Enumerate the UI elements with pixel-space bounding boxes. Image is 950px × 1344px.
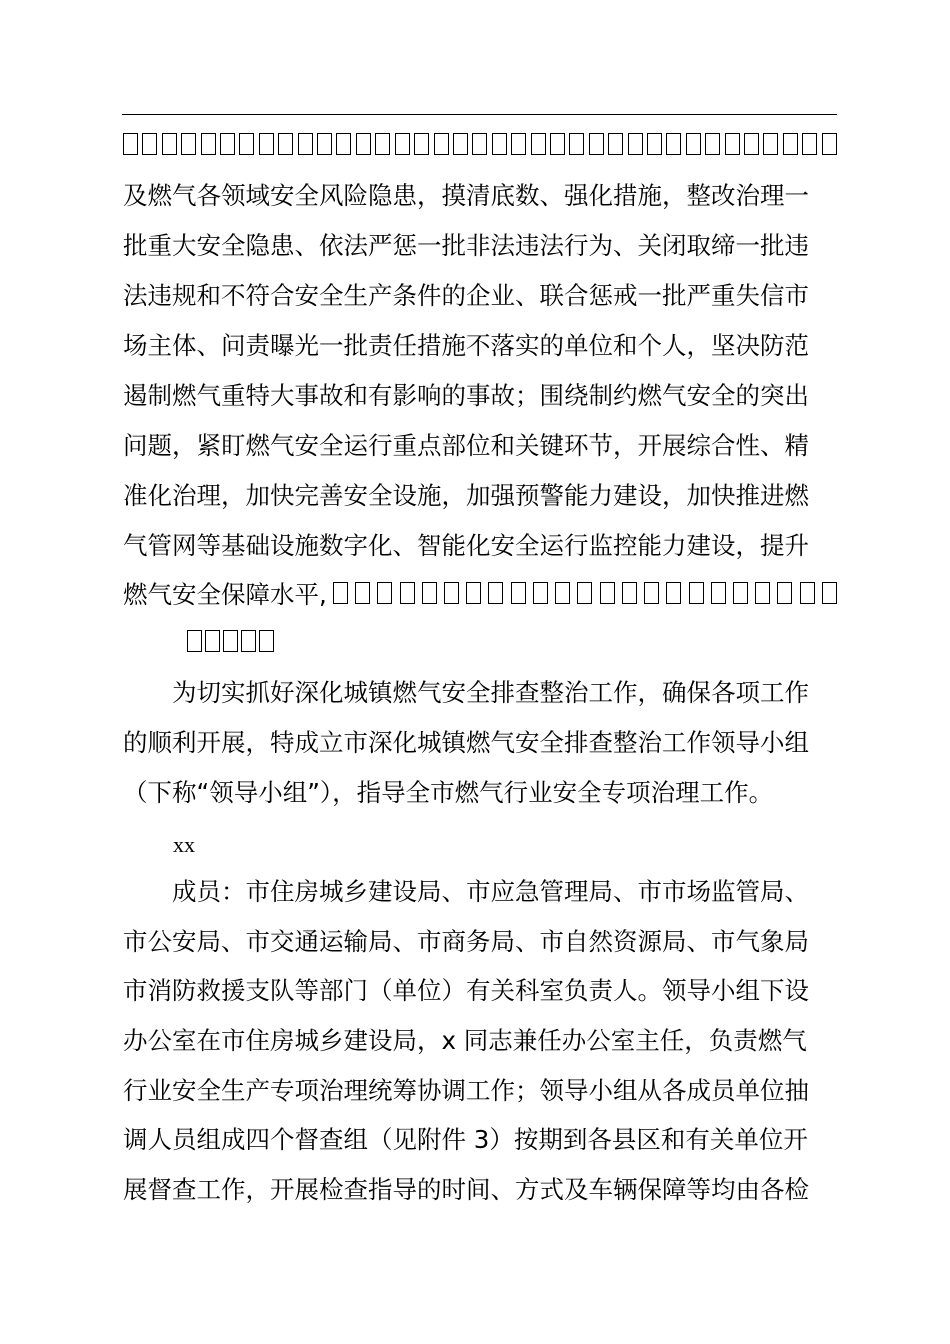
body-line: （下称“领导小组”），指导全市燃气行业安全专项治理工作。	[123, 778, 774, 807]
glyph-box	[444, 582, 459, 604]
glyph-box	[531, 133, 546, 155]
glyph-box	[569, 133, 584, 155]
glyph-box	[589, 133, 604, 155]
glyph-box	[802, 133, 817, 155]
glyph-box	[142, 133, 157, 155]
glyph-box	[608, 133, 623, 155]
header-rule	[122, 114, 837, 115]
glyph-box	[644, 582, 659, 604]
body-line: 市公安局、市交通运输局、市商务局、市自然资源局、市气象局	[123, 927, 809, 956]
body-line: 法违规和不符合安全生产条件的企业、联合惩戒一批严重失信市	[123, 281, 809, 310]
glyph-box	[555, 582, 570, 604]
glyph-box	[550, 133, 565, 155]
glyph-box	[181, 133, 196, 155]
glyph-box	[205, 630, 220, 652]
glyph-box	[123, 133, 138, 155]
glyph-box	[705, 133, 720, 155]
glyph-box	[686, 133, 701, 155]
glyph-box	[466, 582, 481, 604]
glyph-box	[336, 133, 351, 155]
partial-text: 燃气安全保障水平,	[123, 580, 327, 609]
body-line: 市消防救援支队等部门（单位）有关科室负责人。领导小组下设	[123, 976, 809, 1005]
glyph-box	[422, 582, 437, 604]
glyph-box	[239, 133, 254, 155]
missing-glyph-line	[123, 126, 837, 166]
glyph-box	[777, 582, 792, 604]
placeholder-line: xx	[173, 832, 195, 857]
glyph-box	[434, 133, 449, 155]
body-line: 准化治理，加快完善安全设施，加强预警能力建设，加快推进燃	[123, 481, 809, 510]
glyph-box	[711, 582, 726, 604]
glyph-box	[725, 133, 740, 155]
glyph-box	[223, 630, 238, 652]
body-line: 批重大安全隐患、依法严惩一批非法违法行为、关闭取缔一批违	[123, 231, 809, 260]
glyph-box	[666, 582, 681, 604]
glyph-box	[666, 133, 681, 155]
glyph-box	[689, 582, 704, 604]
glyph-box	[241, 630, 256, 652]
glyph-box	[259, 630, 274, 652]
glyph-box	[395, 133, 410, 155]
glyph-box	[400, 582, 415, 604]
glyph-box	[201, 133, 216, 155]
glyph-box	[511, 582, 526, 604]
glyph-box	[162, 133, 177, 155]
glyph-box	[763, 133, 778, 155]
glyph-box	[800, 582, 815, 604]
glyph-box	[744, 133, 759, 155]
glyph-box	[377, 582, 392, 604]
glyph-box	[333, 582, 348, 604]
body-line: 办公室在市住房城乡建设局，x 同志兼任办公室主任，负责燃气	[123, 1026, 807, 1055]
glyph-box	[577, 582, 592, 604]
glyph-box-row	[123, 126, 837, 166]
glyph-box	[733, 582, 748, 604]
glyph-box-row	[333, 586, 837, 604]
section-heading-boxes	[187, 623, 287, 663]
glyph-box	[356, 133, 371, 155]
glyph-box	[317, 133, 332, 155]
glyph-box	[278, 133, 293, 155]
glyph-box	[220, 133, 235, 155]
glyph-box	[783, 133, 798, 155]
glyph-box	[533, 582, 548, 604]
body-line: 行业安全生产专项治理统筹协调工作；领导小组从各成员单位抽	[123, 1076, 809, 1105]
body-line: 展督查工作，开展检查指导的时间、方式及车辆保障等均由各检	[123, 1175, 809, 1204]
glyph-box	[472, 133, 487, 155]
glyph-box	[298, 133, 313, 155]
body-line: 气管网等基础设施数字化、智能化安全运行监控能力建设，提升	[123, 531, 809, 560]
glyph-box	[647, 133, 662, 155]
glyph-box	[375, 133, 390, 155]
glyph-box	[453, 133, 468, 155]
body-line: 问题，紧盯燃气安全运行重点部位和关键环节，开展综合性、精	[123, 431, 809, 460]
glyph-box	[822, 582, 837, 604]
body-line: 场主体、问责曝光一批责任措施不落实的单位和个人，坚决防范	[123, 331, 809, 360]
glyph-box	[259, 133, 274, 155]
body-line-indented: 为切实抓好深化城镇燃气安全排查整治工作，确保各项工作	[172, 678, 809, 707]
glyph-box	[187, 630, 202, 652]
glyph-box	[488, 582, 503, 604]
body-line: 的顺利开展，特成立市深化城镇燃气安全排查整治工作领导小组	[123, 728, 809, 757]
mixed-line	[123, 575, 837, 615]
glyph-box	[628, 133, 643, 155]
glyph-box	[822, 133, 837, 155]
glyph-box	[622, 582, 637, 604]
body-line-indented: 成员：市住房城乡建设局、市应急管理局、市市场监管局、	[172, 877, 809, 906]
body-line: 调人员组成四个督查组（见附件 3）按期到各县区和有关单位开	[123, 1125, 808, 1154]
glyph-box	[355, 582, 370, 604]
body-line: 遏制燃气重特大事故和有影响的事故；围绕制约燃气安全的突出	[123, 381, 809, 410]
body-line: 及燃气各领域安全风险隐患，摸清底数、强化措施，整改治理一	[123, 181, 809, 210]
glyph-box	[511, 133, 526, 155]
glyph-box	[755, 582, 770, 604]
glyph-box	[414, 133, 429, 155]
glyph-box	[600, 582, 615, 604]
glyph-box	[492, 133, 507, 155]
